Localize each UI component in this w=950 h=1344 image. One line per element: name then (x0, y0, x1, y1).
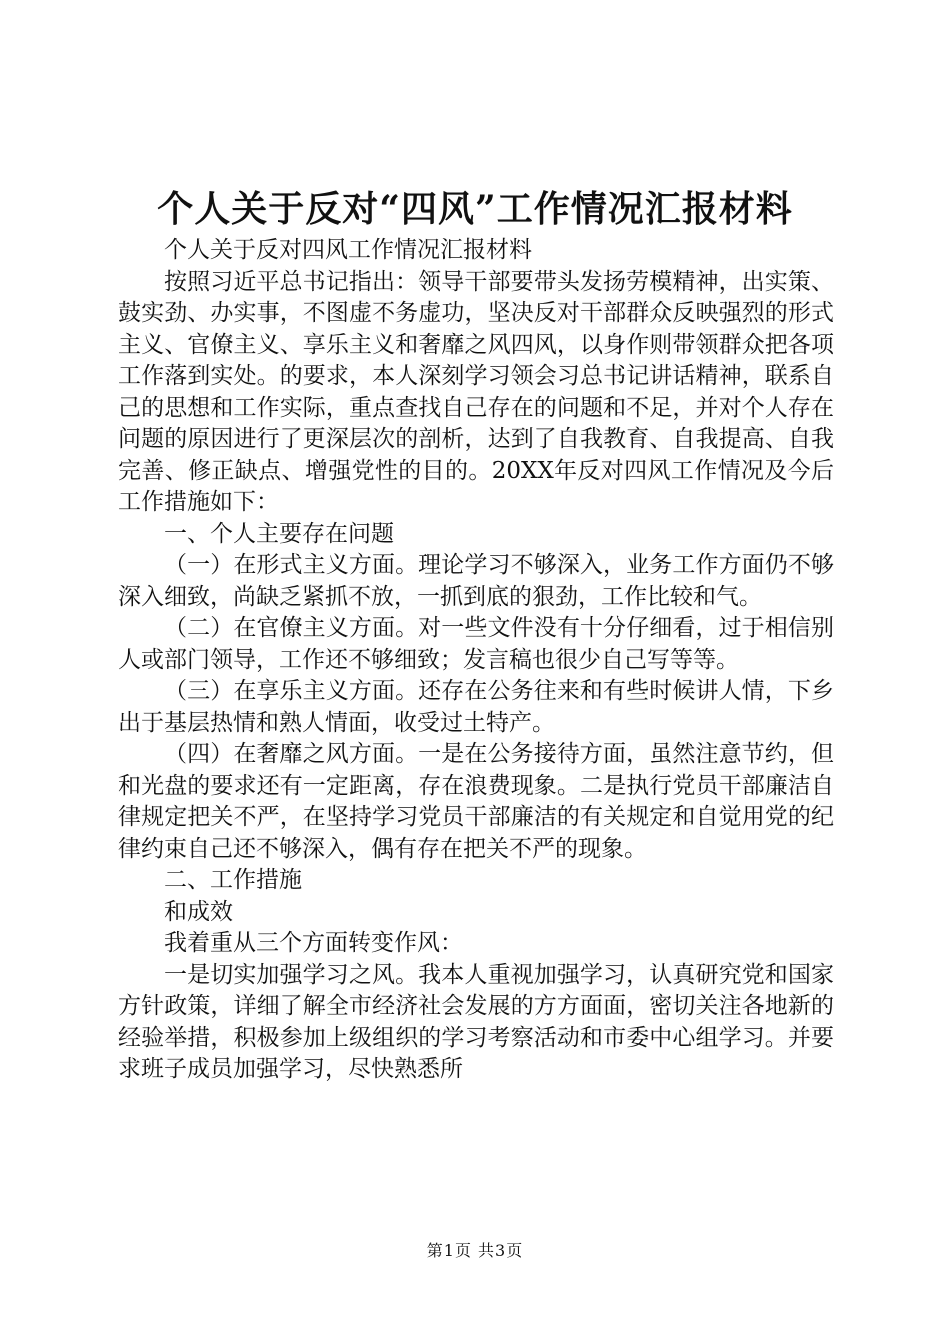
paragraph-intro: 按照习近平总书记指出：领导干部要带头发扬劳模精神，出实策、鼓实劲、办实事，不图虚不务虚功，坚决反对干部群众反映强烈的形式主义、官僚主义、享乐主义和奢靡之风四风，以身作则带领群众把各项工作落到实处。的要求，本人深刻学习领会习总书记讲话精神，联系自己的思想和工作实际，重点查找自己存在的问题和不足，并对个人存在问题的原因进行了更深层次的剖析，达到了自我教育、自我提高、自我完善、修正缺点、增强党性的目的。20XX年反对四风工作情况及今后工作措施如下： (118, 268, 834, 515)
paragraph-study-style: 一是切实加强学习之风。我本人重视加强学习，认真研究党和国家方针政策，详细了解全市经济社会发展的方方面面，密切关注各地新的经验举措，积极参加上级组织的学习考察活动和市委中心组学习。并要求班子成员加强学习，尽快熟悉所 (118, 961, 834, 1082)
paragraph-hedonism: （三）在享乐主义方面。还存在公务往来和有些时候讲人情，下乡出于基层热情和熟人情面，收受过土特产。 (118, 678, 834, 736)
paragraph-formalism: （一）在形式主义方面。理论学习不够深入，业务工作方面仍不够深入细致，尚缺乏紧抓不放，一抓到底的狠劲，工作比较和气。 (118, 552, 834, 610)
paragraph-subtitle: 个人关于反对四风工作情况汇报材料 (164, 237, 532, 263)
section-heading-measures: 二、工作措施 (164, 867, 302, 893)
paragraph-extravagance: （四）在奢靡之风方面。一是在公务接待方面，虽然注意节约，但和光盘的要求还有一定距离，存在浪费现象。二是执行党员干部廉洁自律规定把关不严，在坚持学习党员干部廉洁的有关规定和自觉用党的纪律约束自己还不够深入，偶有存在把关不严的现象。 (118, 741, 834, 862)
document-title: 个人关于反对“四风”工作情况汇报材料 (157, 188, 793, 230)
page-number-footer: 第1页 共3页 (426, 1241, 524, 1260)
section-heading-problems: 一、个人主要存在问题 (164, 520, 394, 547)
paragraph-bureaucratism: （二）在官僚主义方面。对一些文件没有十分仔细看，过于相信别人或部门领导，工作还不够细致；发言稿也很少自己写等等。 (118, 615, 834, 673)
document-body (118, 235, 834, 1086)
paragraph-three-aspects: 我着重从三个方面转变作风： (164, 930, 463, 956)
section-heading-results: 和成效 (164, 898, 233, 925)
